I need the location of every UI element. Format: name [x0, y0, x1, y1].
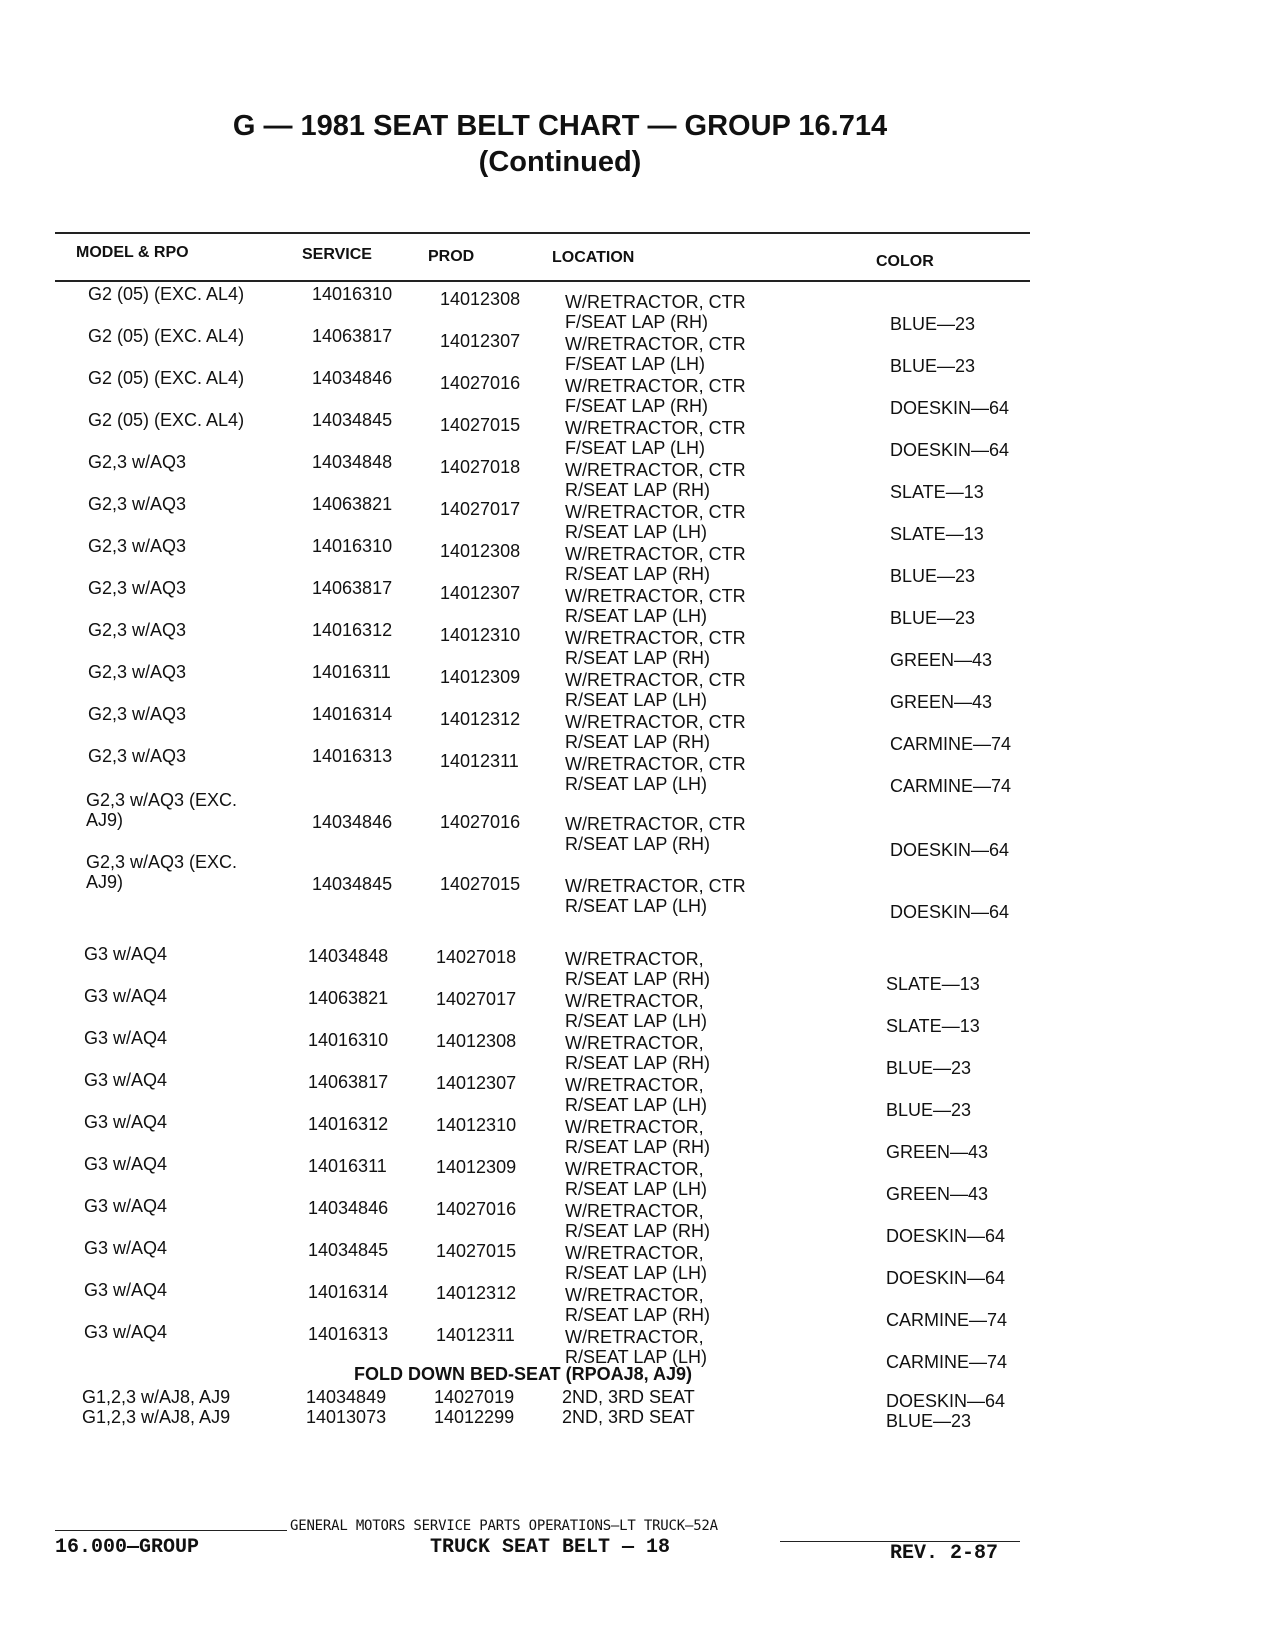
location-cell: [565, 1075, 707, 1115]
prod-cell: 14027018: [440, 457, 521, 477]
model-cell: G3 w/AQ4: [84, 1238, 168, 1258]
model-cell: G3 w/AQ4: [84, 1028, 168, 1048]
model-cell: G2 (05) (EXC. AL4): [88, 284, 245, 304]
location-cell: [565, 292, 746, 332]
location-cell: [565, 376, 746, 416]
model-cell: G2,3 w/AQ3: [88, 704, 187, 724]
model-cell: G2,3 w/AQ3: [88, 746, 187, 766]
location-cell: [565, 544, 746, 584]
service-cell: 14016310: [308, 1030, 389, 1050]
col-header-location: LOCATION: [552, 249, 635, 266]
location-line-1: W/RETRACTOR, CTR: [565, 712, 746, 732]
location-cell: [565, 814, 746, 854]
prod-cell: 14012311: [440, 751, 519, 771]
prod-cell: 14012307: [440, 331, 521, 351]
location-line-2: R/SEAT LAP (LH): [565, 1263, 708, 1283]
location-cell: [565, 334, 746, 374]
location-line-1: W/RETRACTOR, CTR: [565, 544, 746, 564]
color-cell: SLATE—13: [886, 974, 980, 994]
col-header-color: COLOR: [876, 253, 934, 270]
prod-cell: 14012310: [440, 625, 521, 645]
service-cell: 14016311: [308, 1156, 387, 1176]
location-line-1: W/RETRACTOR, CTR: [565, 334, 746, 354]
location-line-2: R/SEAT LAP (LH): [565, 1179, 708, 1199]
color-cell: GREEN—43: [886, 1184, 989, 1204]
model-cell: G3 w/AQ4: [84, 1154, 168, 1174]
model-cell: G3 w/AQ4: [84, 1196, 168, 1216]
location-cell: [565, 1033, 710, 1073]
location-line-1: W/RETRACTOR, CTR: [565, 754, 746, 774]
location-line-2: R/SEAT LAP (RH): [565, 1137, 711, 1157]
section-title: FOLD DOWN BED-SEAT (RPOAJ8, AJ9): [354, 1364, 693, 1384]
location-line-2: R/SEAT LAP (RH): [565, 969, 711, 989]
service-cell: 14063817: [312, 326, 393, 346]
location-cell: [565, 754, 746, 794]
chart-title: G — 1981 SEAT BELT CHART — GROUP 16.714: [232, 110, 888, 142]
location-line-2: R/SEAT LAP (RH): [565, 1053, 711, 1073]
location-line-2: F/SEAT LAP (LH): [565, 354, 706, 374]
color-cell: DOESKIN—64: [886, 1268, 1006, 1288]
footer-revision: REV. 2-87: [890, 1542, 999, 1565]
location-cell: [565, 1201, 710, 1241]
service-cell: 14034845: [312, 410, 393, 430]
model-cell: G3 w/AQ4: [84, 1112, 168, 1132]
model-line: G2,3 w/AQ3 (EXC.: [86, 852, 238, 872]
service-cell: 14016310: [312, 536, 393, 556]
location-line-1: W/RETRACTOR,: [565, 1243, 704, 1263]
location-line-2: R/SEAT LAP (LH): [565, 1011, 708, 1031]
location-line-2: R/SEAT LAP (RH): [565, 1305, 711, 1325]
location-line-1: W/RETRACTOR, CTR: [565, 460, 746, 480]
color-cell: CARMINE—74: [886, 1310, 1008, 1330]
location-cell: 2ND, 3RD SEAT: [562, 1387, 695, 1407]
service-cell: 14016314: [312, 704, 393, 724]
location-cell: [565, 628, 746, 668]
model-cell: G2,3 w/AQ3: [88, 578, 187, 598]
location-line-2: F/SEAT LAP (RH): [565, 396, 709, 416]
prod-cell: 14012311: [436, 1325, 515, 1345]
footer-operations: GENERAL MOTORS SERVICE PARTS OPERATIONS—LT TRUCK—52A: [290, 1518, 718, 1534]
prod-cell: 14027018: [436, 947, 517, 967]
color-cell: DOESKIN—64: [890, 840, 1010, 860]
location-line-2: R/SEAT LAP (LH): [565, 896, 708, 916]
color-cell: DOESKIN—64: [890, 902, 1010, 922]
location-cell: [565, 1327, 707, 1367]
service-cell: 14016312: [308, 1114, 389, 1134]
location-line-2: F/SEAT LAP (LH): [565, 438, 706, 458]
service-cell: 14016314: [308, 1282, 389, 1302]
prod-cell: 14027017: [436, 989, 517, 1009]
prod-cell: 14012308: [440, 289, 521, 309]
col-header-prod: PROD: [428, 248, 475, 265]
location-cell: [565, 502, 746, 542]
model-cell: G3 w/AQ4: [84, 944, 168, 964]
prod-cell: 14012307: [436, 1073, 517, 1093]
model-cell: G2,3 w/AQ3: [88, 662, 187, 682]
color-cell: SLATE—13: [886, 1016, 980, 1036]
color-cell: BLUE—23: [886, 1100, 972, 1120]
location-line-2: R/SEAT LAP (RH): [565, 1221, 711, 1241]
location-line-1: W/RETRACTOR,: [565, 1159, 704, 1179]
model-cell: G2 (05) (EXC. AL4): [88, 326, 245, 346]
service-cell: 14016312: [312, 620, 393, 640]
location-line-1: W/RETRACTOR, CTR: [565, 376, 746, 396]
model-cell: G1,2,3 w/AJ8, AJ9: [82, 1387, 231, 1407]
location-cell: [565, 876, 746, 916]
prod-cell: 14012310: [436, 1115, 517, 1135]
location-line-1: W/RETRACTOR, CTR: [565, 418, 746, 438]
location-line-1: W/RETRACTOR,: [565, 991, 704, 1011]
location-line-2: R/SEAT LAP (LH): [565, 690, 708, 710]
color-cell: SLATE—13: [890, 524, 984, 544]
color-cell: GREEN—43: [890, 692, 993, 712]
location-line-1: W/RETRACTOR,: [565, 1327, 704, 1347]
color-cell: GREEN—43: [886, 1142, 989, 1162]
prod-cell: 14027016: [440, 373, 521, 393]
color-cell: CARMINE—74: [886, 1352, 1008, 1372]
service-cell: 14013073: [306, 1407, 387, 1427]
prod-cell: 14012309: [436, 1157, 517, 1177]
location-cell: [565, 586, 746, 626]
color-cell: BLUE—23: [890, 566, 976, 586]
prod-cell: 14027015: [436, 1241, 517, 1261]
location-line-1: W/RETRACTOR, CTR: [565, 586, 746, 606]
prod-cell: 14012308: [436, 1031, 517, 1051]
prod-cell: 14012308: [440, 541, 521, 561]
location-line-1: W/RETRACTOR, CTR: [565, 628, 746, 648]
model-line: AJ9): [86, 810, 124, 830]
location-line-1: W/RETRACTOR,: [565, 1201, 704, 1221]
prod-cell: 14027017: [440, 499, 521, 519]
col-header-model: MODEL & RPO: [76, 244, 189, 261]
color-cell: BLUE—23: [890, 356, 976, 376]
location-cell: [565, 670, 746, 710]
service-cell: 14034846: [312, 368, 393, 388]
location-line-1: W/RETRACTOR, CTR: [565, 814, 746, 834]
model-line: AJ9): [86, 872, 124, 892]
model-cell: G2 (05) (EXC. AL4): [88, 368, 245, 388]
color-cell: DOESKIN—64: [890, 440, 1010, 460]
model-cell: G3 w/AQ4: [84, 1070, 168, 1090]
footer-page: TRUCK SEAT BELT — 18: [430, 1536, 671, 1559]
location-cell: [565, 1117, 710, 1157]
color-cell: SLATE—13: [890, 482, 984, 502]
location-line-2: R/SEAT LAP (RH): [565, 732, 711, 752]
location-cell: [565, 1159, 707, 1199]
location-line-2: R/SEAT LAP (LH): [565, 522, 708, 542]
table-header-rule: [55, 280, 1030, 282]
color-cell: BLUE—23: [886, 1411, 972, 1431]
location-line-1: W/RETRACTOR,: [565, 1117, 704, 1137]
location-line-1: W/RETRACTOR, CTR: [565, 292, 746, 312]
prod-cell: 14027019: [434, 1387, 515, 1407]
location-line-1: W/RETRACTOR, CTR: [565, 876, 746, 896]
model-cell: G1,2,3 w/AJ8, AJ9: [82, 1407, 231, 1427]
location-cell: [565, 949, 710, 989]
location-line-2: R/SEAT LAP (LH): [565, 774, 708, 794]
model-cell: G2 (05) (EXC. AL4): [88, 410, 245, 430]
location-cell: [565, 418, 746, 458]
color-cell: DOESKIN—64: [890, 398, 1010, 418]
location-line-1: W/RETRACTOR,: [565, 1033, 704, 1053]
prod-cell: 14012307: [440, 583, 521, 603]
location-cell: 2ND, 3RD SEAT: [562, 1407, 695, 1427]
location-cell: [565, 1243, 707, 1283]
chart-subtitle: (Continued): [478, 146, 642, 178]
location-line-1: W/RETRACTOR,: [565, 1285, 704, 1305]
model-cell: [86, 790, 237, 830]
model-cell: [86, 852, 237, 892]
prod-cell: 14027015: [440, 415, 521, 435]
model-line: G2,3 w/AQ3 (EXC.: [86, 790, 238, 810]
model-cell: G2,3 w/AQ3: [88, 494, 187, 514]
service-cell: 14016310: [312, 284, 393, 304]
location-line-1: W/RETRACTOR,: [565, 949, 704, 969]
location-line-2: R/SEAT LAP (RH): [565, 564, 711, 584]
prod-cell: 14027015: [440, 874, 521, 894]
footer-group: 16.000—GROUP: [55, 1536, 200, 1559]
color-cell: CARMINE—74: [890, 734, 1012, 754]
color-cell: BLUE—23: [890, 314, 976, 334]
location-line-1: W/RETRACTOR,: [565, 1075, 704, 1095]
col-header-service: SERVICE: [302, 246, 372, 263]
model-cell: G2,3 w/AQ3: [88, 452, 187, 472]
footer-rule-left: [55, 1530, 287, 1531]
color-cell: GREEN—43: [890, 650, 993, 670]
page-title: [160, 108, 960, 180]
service-cell: 14034849: [306, 1387, 387, 1407]
service-cell: 14063817: [308, 1072, 389, 1092]
model-cell: G3 w/AQ4: [84, 1280, 168, 1300]
table-top-rule: [55, 232, 1030, 234]
service-cell: 14016313: [308, 1324, 389, 1344]
prod-cell: 14027016: [436, 1199, 517, 1219]
location-cell: [565, 460, 746, 500]
prod-cell: 14012312: [436, 1283, 517, 1303]
location-line-2: R/SEAT LAP (RH): [565, 648, 711, 668]
location-line-2: R/SEAT LAP (RH): [565, 480, 711, 500]
service-cell: 14034846: [308, 1198, 389, 1218]
location-line-2: R/SEAT LAP (LH): [565, 1095, 708, 1115]
service-cell: 14063821: [308, 988, 389, 1008]
service-cell: 14034848: [312, 452, 393, 472]
model-cell: G2,3 w/AQ3: [88, 536, 187, 556]
service-cell: 14034845: [308, 1240, 389, 1260]
prod-cell: 14012299: [434, 1407, 515, 1427]
color-cell: BLUE—23: [886, 1058, 972, 1078]
prod-cell: 14027016: [440, 812, 521, 832]
model-cell: G3 w/AQ4: [84, 1322, 168, 1342]
location-cell: [565, 1285, 710, 1325]
service-cell: 14016311: [312, 662, 391, 682]
service-cell: 14034848: [308, 946, 389, 966]
service-cell: 14034845: [312, 874, 393, 894]
location-line-2: R/SEAT LAP (LH): [565, 1347, 708, 1367]
color-cell: DOESKIN—64: [886, 1226, 1006, 1246]
color-cell: DOESKIN—64: [886, 1391, 1006, 1411]
model-cell: G3 w/AQ4: [84, 986, 168, 1006]
location-cell: [565, 712, 746, 752]
service-cell: 14034846: [312, 812, 393, 832]
service-cell: 14016313: [312, 746, 393, 766]
location-cell: [565, 991, 707, 1031]
location-line-2: R/SEAT LAP (LH): [565, 606, 708, 626]
model-cell: G2,3 w/AQ3: [88, 620, 187, 640]
location-line-2: F/SEAT LAP (RH): [565, 312, 709, 332]
location-line-2: R/SEAT LAP (RH): [565, 834, 711, 854]
location-line-1: W/RETRACTOR, CTR: [565, 670, 746, 690]
service-cell: 14063817: [312, 578, 393, 598]
location-line-1: W/RETRACTOR, CTR: [565, 502, 746, 522]
service-cell: 14063821: [312, 494, 393, 514]
prod-cell: 14012312: [440, 709, 521, 729]
color-cell: BLUE—23: [890, 608, 976, 628]
color-cell: CARMINE—74: [890, 776, 1012, 796]
prod-cell: 14012309: [440, 667, 521, 687]
